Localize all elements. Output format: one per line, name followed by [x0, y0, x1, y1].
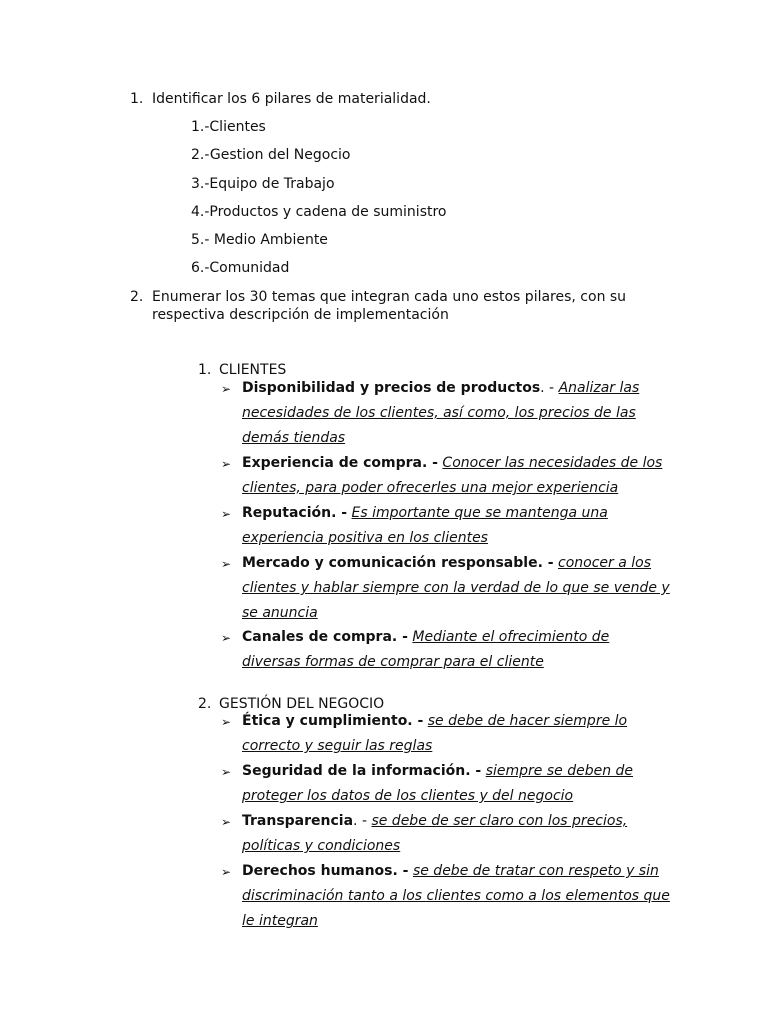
bullet-item	[242, 759, 672, 809]
item-description: Es importante que se mantenga una experiencia positiva en los clientes	[242, 505, 608, 546]
item-title: Canales de compra. -	[242, 629, 408, 645]
arrow-bullet-icon: ➢	[221, 507, 232, 521]
pilar-item: 5.- Medio Ambiente	[191, 232, 328, 248]
item-title: Transparencia	[242, 813, 354, 829]
item-description: Mediante el ofrecimiento de diversas formas de comprar para el cliente	[242, 629, 610, 670]
section-number: 1.	[198, 362, 212, 378]
arrow-bullet-icon: ➢	[221, 382, 232, 396]
section-number: 2.	[198, 696, 212, 712]
bullet-item	[242, 451, 672, 501]
item-description: Analizar las necesidades de los clientes, así como, los precios de las demás tiendas	[242, 380, 640, 446]
item-description: se debe de hacer siempre lo correcto y seguir las reglas	[242, 713, 628, 754]
bullet-item	[242, 709, 672, 759]
bullet-item	[242, 551, 672, 626]
item-separator: . -	[353, 813, 372, 829]
pilar-item: 4.-Productos y cadena de suministro	[191, 204, 447, 220]
list-number: 2.	[130, 289, 144, 305]
section-title: CLIENTES	[219, 362, 287, 378]
arrow-bullet-icon: ➢	[221, 865, 232, 879]
item-title: Seguridad de la información. -	[242, 763, 482, 779]
bullet-item	[242, 859, 672, 934]
item-title: Ética y cumplimiento. -	[242, 713, 424, 729]
item-title: Experiencia de compra. -	[242, 455, 438, 471]
list-number: 1.	[130, 91, 144, 107]
item-description: conocer a los clientes y hablar siempre con la verdad de lo que se vende y se anuncia	[242, 555, 670, 621]
arrow-bullet-icon: ➢	[221, 715, 232, 729]
arrow-bullet-icon: ➢	[221, 815, 232, 829]
list-item-text: Identificar los 6 pilares de materialidad.	[152, 91, 431, 107]
pilar-item: 2.-Gestion del Negocio	[191, 147, 351, 163]
pilar-item: 1.-Clientes	[191, 119, 266, 135]
item-title: Reputación. -	[242, 505, 348, 521]
item-title: Disponibilidad y precios de productos	[242, 380, 541, 396]
item-title: Mercado y comunicación responsable. -	[242, 555, 554, 571]
arrow-bullet-icon: ➢	[221, 457, 232, 471]
item-separator: . -	[540, 380, 559, 396]
section-title: GESTIÓN DEL NEGOCIO	[219, 696, 385, 712]
bullet-item	[242, 376, 672, 451]
pilar-item: 6.-Comunidad	[191, 260, 290, 276]
arrow-bullet-icon: ➢	[221, 765, 232, 779]
pilar-item: 3.-Equipo de Trabajo	[191, 176, 335, 192]
list-item-text: Enumerar los 30 temas que integran cada uno estos pilares, con su respectiva descripción de implementación	[152, 289, 627, 323]
item-title: Derechos humanos. -	[242, 863, 409, 879]
bullet-item	[242, 501, 672, 551]
item-description: se debe de tratar con respeto y sin discriminación tanto a los clientes como a los elementos que le integran	[242, 863, 670, 929]
bullet-item	[242, 625, 672, 675]
item-description: Conocer las necesidades de los clientes, para poder ofrecerles una mejor experiencia	[242, 455, 663, 496]
item-description: se debe de ser claro con los precios, políticas y condiciones	[242, 813, 628, 854]
bullet-item	[242, 809, 672, 859]
arrow-bullet-icon: ➢	[221, 557, 232, 571]
arrow-bullet-icon: ➢	[221, 631, 232, 645]
item-description: siempre se deben de proteger los datos de los clientes y del negocio	[242, 763, 634, 804]
